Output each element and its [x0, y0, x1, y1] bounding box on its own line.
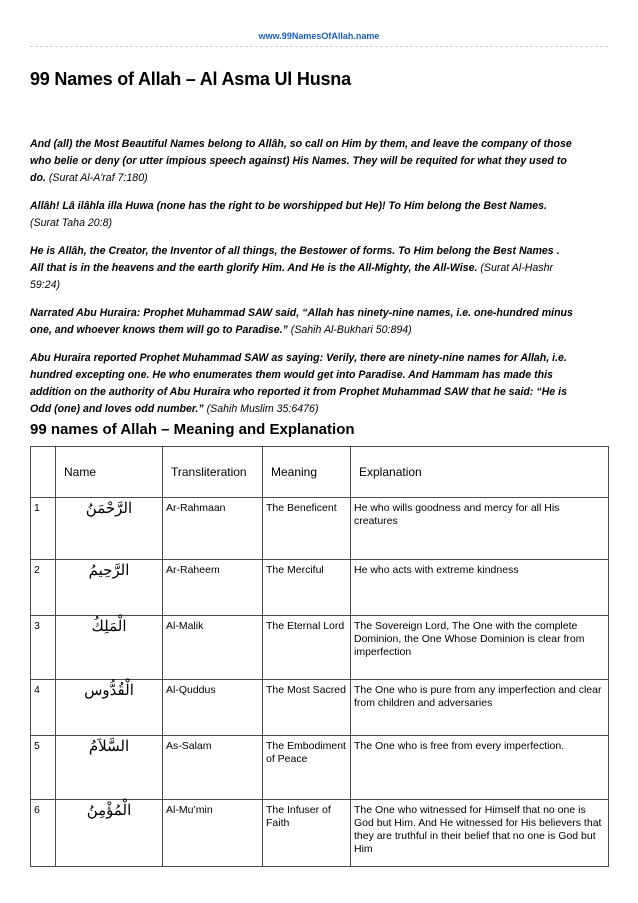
- intro-section: [30, 136, 575, 429]
- arabic-name: الْمُؤْمِنُ: [56, 800, 163, 867]
- column-header-transliteration: Transliteration: [163, 447, 263, 498]
- intro-paragraph: [30, 305, 575, 339]
- column-header-number: [31, 447, 56, 498]
- arabic-name: الْمَلِكُ: [56, 616, 163, 680]
- page-title: 99 Names of Allah – Al Asma Ul Husna: [30, 69, 351, 89]
- intro-paragraph: [30, 136, 575, 187]
- paragraph-reference: (Surat Taha 20:8): [30, 217, 113, 229]
- table-row: [31, 560, 609, 616]
- explanation-cell: He who acts with extreme kindness: [351, 560, 609, 616]
- paragraph-reference: (Surat Al-A'raf 7:180): [48, 172, 148, 184]
- intro-paragraph: [30, 243, 575, 294]
- intro-paragraph: [30, 350, 575, 418]
- transliteration-cell: Ar-Raheem: [163, 560, 263, 616]
- names-table: [30, 446, 609, 867]
- table-row: [31, 616, 609, 680]
- table-row: [31, 736, 609, 800]
- paragraph-reference: (Sahih Al-Bukhari 50:894): [290, 324, 412, 336]
- explanation-cell: The One who is free from every imperfection.: [351, 736, 609, 800]
- transliteration-cell: As-Salam: [163, 736, 263, 800]
- transliteration-cell: Al-Mu’min: [163, 800, 263, 867]
- column-header-explanation: Explanation: [351, 447, 609, 498]
- table-header-row: [31, 447, 609, 498]
- arabic-name: الرَّحْمَنُ: [56, 498, 163, 560]
- intro-paragraph: [30, 198, 575, 232]
- column-header-meaning: Meaning: [263, 447, 351, 498]
- paragraph-text: Narrated Abu Huraira: Prophet Muhammad SAW said, “Allah has ninety-nine names, i.e. one-hundred minus one, and whoever knows them will go to Paradise.”: [30, 307, 573, 336]
- arabic-name: الْقُدُّوس: [56, 680, 163, 736]
- explanation-cell: The One who witnessed for Himself that no one is God but Him. And He witnessed for His believers that they are truthful in their belief that no one is God but Him: [351, 800, 609, 867]
- table-row: [31, 498, 609, 560]
- meaning-cell: The Embodiment of Peace: [263, 736, 351, 800]
- transliteration-cell: Al-Quddus: [163, 680, 263, 736]
- paragraph-text: He is Allâh, the Creator, the Inventor of all things, the Bestower of forms. To Him belong the Best Names . All that is in the heavens and the earth glorify Him. And He is the All-Mighty, the All-Wise.: [30, 245, 560, 274]
- table-row: [31, 680, 609, 736]
- section-title: 99 names of Allah – Meaning and Explanation: [30, 421, 355, 438]
- header-divider: [30, 46, 608, 47]
- row-number: 3: [31, 616, 56, 680]
- site-url-link[interactable]: www.99NamesOfAllah.name: [258, 31, 380, 41]
- row-number: 5: [31, 736, 56, 800]
- column-header-name: Name: [56, 447, 163, 498]
- row-number: 4: [31, 680, 56, 736]
- explanation-cell: He who wills goodness and mercy for all His creatures: [351, 498, 609, 560]
- row-number: 6: [31, 800, 56, 867]
- row-number: 2: [31, 560, 56, 616]
- paragraph-reference: (Surat Al-Hashr 59:24): [30, 262, 554, 291]
- transliteration-cell: Ar-Rahmaan: [163, 498, 263, 560]
- arabic-name: السَّلاَمُ: [56, 736, 163, 800]
- meaning-cell: The Beneficent: [263, 498, 351, 560]
- row-number: 1: [31, 498, 56, 560]
- paragraph-text: Abu Huraira reported Prophet Muhammad SAW as saying: Verily, there are ninety-nine names for Allah, i.e. hundred excepting one. He who enumerates them would get into Paradise. And Hammam has made this addition on the authority of Abu Huraira who reported it from Prophet Muhammad SAW that he said: “He is Odd (one) and loves odd number.”: [30, 352, 567, 415]
- table-row: [31, 800, 609, 867]
- explanation-cell: The One who is pure from any imperfection and clear from children and adversaries: [351, 680, 609, 736]
- paragraph-text: Allâh! Lâ ilâhla illa Huwa (none has the right to be worshipped but He)! To Him belong the Best Names.: [30, 200, 547, 212]
- transliteration-cell: Al-Malik: [163, 616, 263, 680]
- explanation-cell: The Sovereign Lord, The One with the complete Dominion, the One Whose Dominion is clear from imperfection: [351, 616, 609, 680]
- paragraph-reference: (Sahih Muslim 35:6476): [206, 403, 319, 415]
- paragraph-text: And (all) the Most Beautiful Names belong to Allâh, so call on Him by them, and leave the company of those who belie or deny (or utter impious speech against) His Names. They will be requited for what they used to do.: [30, 138, 572, 184]
- meaning-cell: The Infuser of Faith: [263, 800, 351, 867]
- meaning-cell: The Most Sacred: [263, 680, 351, 736]
- meaning-cell: The Eternal Lord: [263, 616, 351, 680]
- meaning-cell: The Merciful: [263, 560, 351, 616]
- arabic-name: الرَّحِيمُ: [56, 560, 163, 616]
